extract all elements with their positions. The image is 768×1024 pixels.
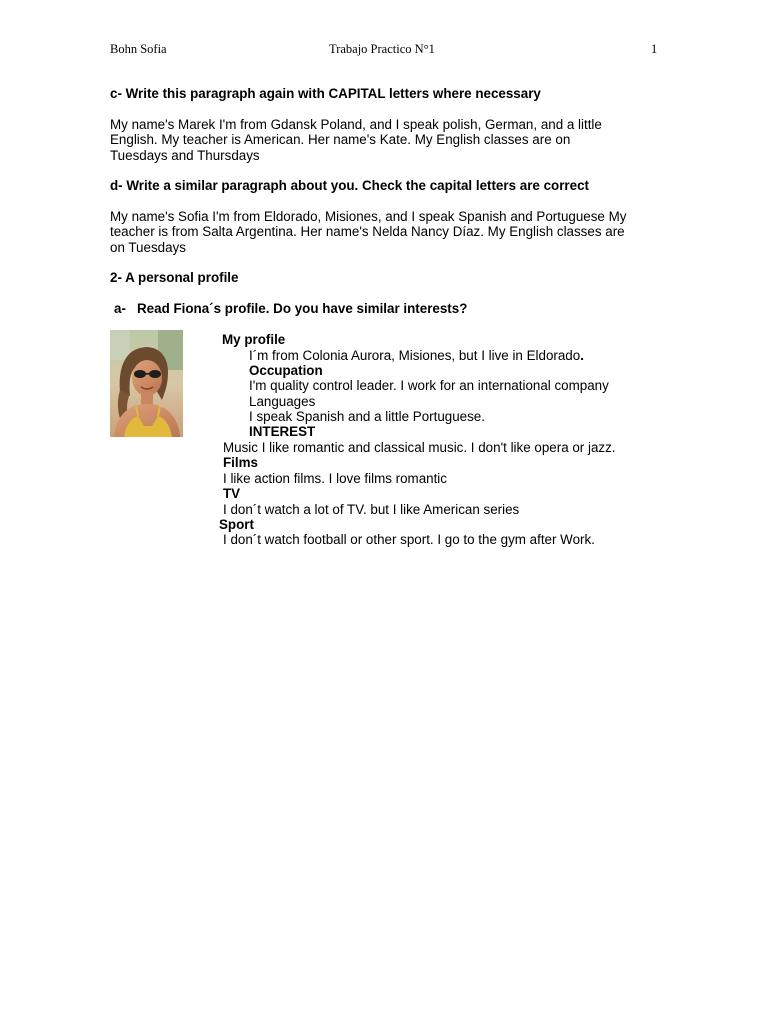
films-label: Films xyxy=(223,455,258,470)
profile-origin-period: . xyxy=(580,348,584,363)
exercise-c-line: My name's Marek I'm from Gdansk Poland, and I speak polish, German, and a little xyxy=(110,117,602,132)
profile-origin-text: I´m from Colonia Aurora, Misiones, but I live in Eldorado xyxy=(249,348,581,363)
music-text: Music I like romantic and classical music. I don't like opera or jazz. xyxy=(223,440,616,455)
exercise-d-line: teacher is from Salta Argentina. Her name's Nelda Nancy Díaz. My English classes are xyxy=(110,224,625,240)
sport-label: Sport xyxy=(219,517,254,532)
header-page-number: 1 xyxy=(651,42,658,56)
exercise-d-line: on Tuesdays xyxy=(110,239,186,255)
exercise-c-paragraph xyxy=(110,117,670,163)
exercise-c-line: Tuesdays and Thursdays xyxy=(110,147,260,163)
exercise-d-heading: d- Write a similar paragraph about you. Check the capital letters are correct xyxy=(110,178,589,193)
occupation-text: I'm quality control leader. I work for an international company xyxy=(249,378,609,393)
tv-text: I don´t watch a lot of TV. but I like American series xyxy=(223,502,520,517)
profile-title: My profile xyxy=(222,332,286,347)
profile-origin xyxy=(249,348,584,363)
interest-label: INTEREST xyxy=(249,424,316,439)
tv-label: TV xyxy=(223,486,241,501)
languages-label: Languages xyxy=(249,394,316,409)
exercise-d-line: My name's Sofia I'm from Eldorado, Misiones, and I speak Spanish and Portuguese My xyxy=(110,209,627,224)
exercise-c-line: English. My teacher is American. Her name's Kate. My English classes are on xyxy=(110,132,571,148)
header-title: Trabajo Practico N°1 xyxy=(329,42,435,56)
profile-photo xyxy=(110,330,183,437)
section-2-heading: 2- A personal profile xyxy=(110,270,239,285)
sport-text: I don´t watch football or other sport. I go to the gym after Work. xyxy=(223,532,595,547)
exercise-c-heading: c- Write this paragraph again with CAPITAL letters where necessary xyxy=(110,86,541,101)
occupation-label: Occupation xyxy=(249,363,323,378)
exercise-d-paragraph xyxy=(110,209,670,255)
subheading-text: Read Fiona´s profile. Do you have similar interests? xyxy=(137,301,468,316)
films-text: I like action films. I love films romantic xyxy=(223,471,447,486)
header-author: Bohn Sofia xyxy=(110,42,167,56)
subheading-marker: a- xyxy=(114,301,126,316)
languages-text: I speak Spanish and a little Portuguese. xyxy=(249,409,485,424)
